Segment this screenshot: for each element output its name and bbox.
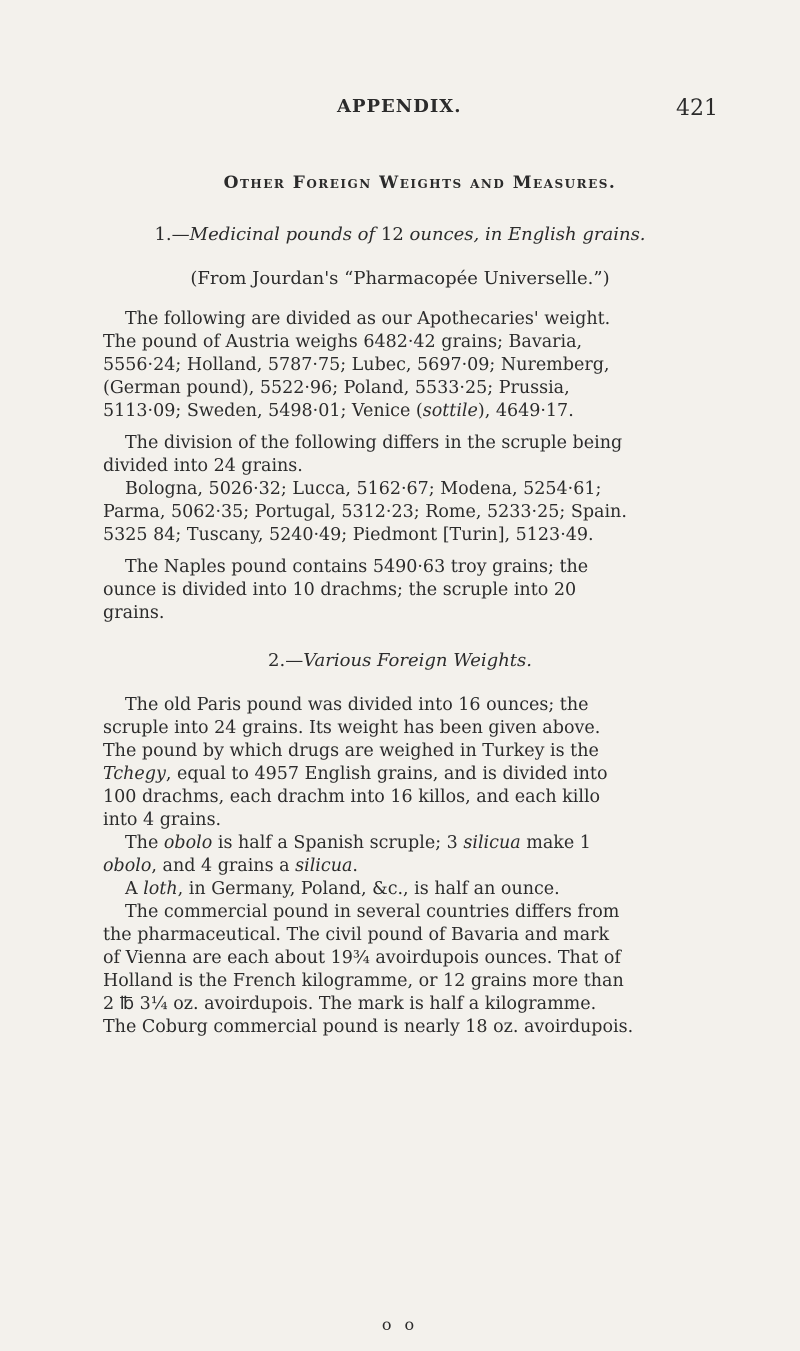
text-run: , equal to 4957 English grains, and is divided into — [165, 764, 608, 784]
section1-heading — [0, 224, 800, 245]
paragraph-apothecaries — [103, 308, 763, 423]
text-line — [103, 832, 763, 855]
text-line — [103, 400, 763, 423]
italic-term: silicua — [295, 856, 353, 876]
text-line: scruple into 24 grains. Its weight has been given above. — [103, 718, 601, 738]
text-line: 5325 84; Tuscany, 5240·49; Piedmont [Turin], 5123·49. — [103, 525, 594, 545]
text-line: (German pound), 5522·96; Poland, 5533·25; Prussia, — [103, 378, 570, 398]
text-line: The Naples pound contains 5490·63 troy grains; the — [125, 557, 589, 577]
text-line: The division of the following differs in the scruple being — [125, 433, 623, 453]
text-run: The — [125, 833, 164, 853]
text-line: Bologna, 5026·32; Lucca, 5162·67; Modena, 5254·61; — [125, 479, 602, 499]
paragraph-scruple — [103, 432, 763, 547]
text-line: The pound of Austria weighs 6482·42 grains; Bavaria, — [103, 332, 583, 352]
text-run: make 1 — [520, 833, 591, 853]
section1-number: 1.— — [154, 224, 190, 245]
text-line: 100 drachms, each drachm into 16 killos, and each killo — [103, 787, 601, 807]
text-run: is half a Spanish scruple; 3 — [212, 833, 464, 853]
text-run: A — [125, 879, 144, 899]
text-line: Parma, 5062·35; Portugal, 5312·23; Rome, 5233·25; Spain. — [103, 502, 627, 522]
paragraph-commercial — [103, 901, 763, 1039]
section2-number: 2.— — [268, 650, 304, 671]
text-run: , in Germany, Poland, &c., is half an ounce. — [177, 879, 560, 899]
italic-term: Tchegy — [103, 764, 166, 784]
text-run: 5113·09; Sweden, 5498·01; Venice ( — [103, 401, 423, 421]
text-line — [103, 763, 763, 786]
text-line: the pharmaceutical. The civil pound of Bavaria and mark — [103, 925, 610, 945]
section1-heading-c: ounces, in English grains. — [409, 224, 646, 245]
text-line: The commercial pound in several countries differs from — [125, 902, 620, 922]
text-line — [103, 878, 763, 901]
signature-mark: o o — [381, 1315, 419, 1334]
paragraph-paris — [103, 694, 763, 832]
italic-term: obolo — [103, 856, 152, 876]
text-line — [103, 855, 763, 878]
text-line: The old Paris pound was divided into 16 ounces; the — [125, 695, 589, 715]
italic-term: sottile — [422, 401, 478, 421]
text-run: , and 4 grains a — [151, 856, 296, 876]
text-line: into 4 grains. — [103, 810, 222, 830]
running-head: APPENDIX. — [337, 96, 462, 117]
italic-term: loth — [143, 879, 178, 899]
text-line: grains. — [103, 603, 165, 623]
section1-heading-b: 12 — [375, 224, 410, 245]
italic-term: obolo — [163, 833, 213, 853]
section2-heading-text: Various Foreign Weights. — [303, 650, 532, 671]
page-header — [0, 96, 800, 136]
source-note: (From Jourdan's “Pharmacopée Universelle.”) — [190, 268, 610, 289]
text-line: The Coburg commercial pound is nearly 18 oz. avoirdupois. — [103, 1017, 634, 1037]
italic-term: silicua — [463, 833, 521, 853]
section-title: Other Foreign Weights and Measures. — [223, 173, 617, 193]
text-line: The following are divided as our Apothecaries' weight. — [125, 309, 611, 329]
paragraph-naples — [103, 556, 763, 625]
text-line: ounce is divided into 10 drachms; the scruple into 20 — [103, 580, 577, 600]
paragraph-loth — [103, 878, 763, 901]
text-run: ), 4649·17. — [477, 401, 574, 421]
text-line: The pound by which drugs are weighed in Turkey is the — [103, 741, 599, 761]
text-line: Holland is the French kilogramme, or 12 grains more than — [103, 971, 624, 991]
text-line: 5556·24; Holland, 5787·75; Lubec, 5697·09; Nuremberg, — [103, 355, 610, 375]
text-run: . — [352, 856, 358, 876]
section1-heading-a: Medicinal pounds of — [189, 224, 376, 245]
page-number: 421 — [676, 96, 718, 121]
text-line: of Vienna are each about 19¾ avoirdupois ounces. That of — [103, 948, 621, 968]
text-line: 2 ℔ 3¼ oz. avoirdupois. The mark is half a kilogramme. — [103, 994, 597, 1014]
text-line: divided into 24 grains. — [103, 456, 303, 476]
section2-heading — [0, 650, 800, 671]
paragraph-obolo — [103, 832, 763, 878]
